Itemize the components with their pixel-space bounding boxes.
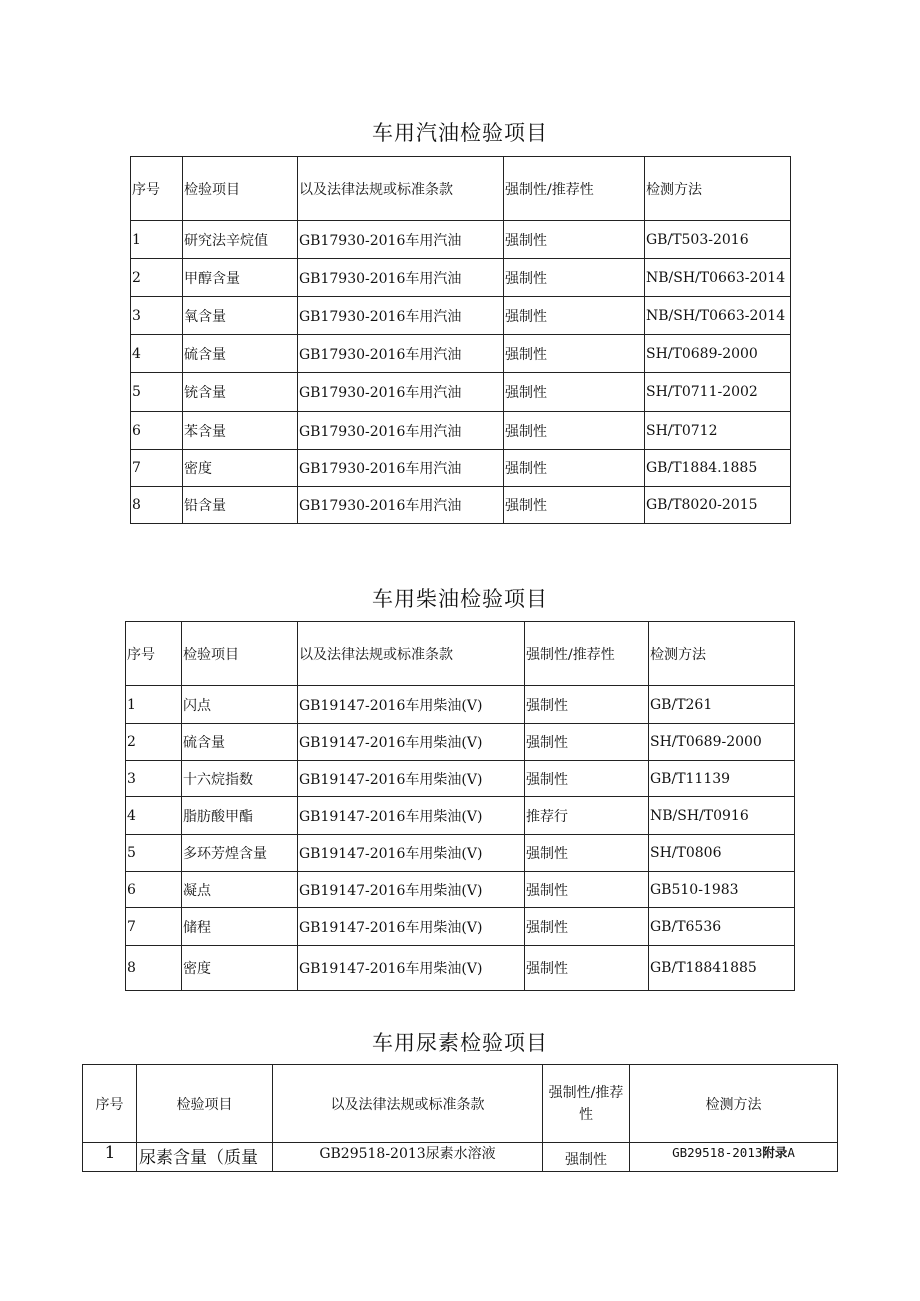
urea-row xyxy=(83,1143,838,1172)
row-number: 8 xyxy=(131,487,183,524)
header-cell-line: 性 xyxy=(579,1106,593,1123)
standard: GB19147-2016车用柴油(V) xyxy=(298,946,525,991)
row-number: 6 xyxy=(131,412,183,450)
row-number: 3 xyxy=(126,761,182,797)
item-name: 硫含量 xyxy=(182,724,298,761)
table-row xyxy=(126,835,795,872)
item-name: 密度 xyxy=(183,450,298,487)
item-name: 尿素含量（质量 xyxy=(137,1143,273,1172)
method: SH/T0689-2000 xyxy=(649,724,795,761)
table-row xyxy=(126,761,795,797)
row-number: 5 xyxy=(126,835,182,872)
standard: GB19147-2016车用柴油(V) xyxy=(298,686,525,724)
row-number: 4 xyxy=(126,797,182,835)
header-cell: 序号 xyxy=(83,1065,137,1143)
header-cell: 以及法律法规或标准条款 xyxy=(273,1065,543,1143)
header-cell xyxy=(543,1065,630,1143)
header-cell: 以及法律法规或标准条款 xyxy=(298,622,525,686)
item-name: 铳含量 xyxy=(183,373,298,412)
method xyxy=(630,1143,838,1172)
mandatory: 强制性 xyxy=(525,872,649,908)
table-row xyxy=(126,908,795,946)
method: GB/T18841885 xyxy=(649,946,795,991)
item-name: 铅含量 xyxy=(183,487,298,524)
item-name: 脂肪酸甲酯 xyxy=(182,797,298,835)
standard: GB17930-2016车用汽油 xyxy=(298,221,504,259)
row-number: 7 xyxy=(131,450,183,487)
table-row xyxy=(126,797,795,835)
standard: GB19147-2016车用柴油(V) xyxy=(298,797,525,835)
diesel-title: 车用柴油检验项目 xyxy=(372,587,548,611)
standard: GB29518-2013尿素水溶液 xyxy=(273,1143,543,1172)
header-cell: 序号 xyxy=(126,622,182,686)
row-number: 2 xyxy=(131,259,183,297)
table-row xyxy=(131,335,791,373)
header-cell: 检验项目 xyxy=(182,622,298,686)
header-cell: 强制性/推荐性 xyxy=(525,622,649,686)
header-cell: 序号 xyxy=(131,157,183,221)
diesel-table xyxy=(125,621,795,991)
standard: GB19147-2016车用柴油(V) xyxy=(298,761,525,797)
table-row xyxy=(131,373,791,412)
table-row xyxy=(131,259,791,297)
row-number: 1 xyxy=(126,686,182,724)
item-name: 氧含量 xyxy=(183,297,298,335)
mandatory: 强制性 xyxy=(504,259,645,297)
item-name: 闪点 xyxy=(182,686,298,724)
diesel-header-row xyxy=(126,622,795,686)
urea-table xyxy=(82,1064,838,1172)
row-number: 8 xyxy=(126,946,182,991)
item-name: 研究法辛烷值 xyxy=(183,221,298,259)
row-number: 1 xyxy=(83,1143,137,1172)
header-cell: 检验项目 xyxy=(137,1065,273,1143)
mandatory: 强制性 xyxy=(504,335,645,373)
method: GB/T6536 xyxy=(649,908,795,946)
item-name: 苯含量 xyxy=(183,412,298,450)
item-name: 储程 xyxy=(182,908,298,946)
method: GB510-1983 xyxy=(649,872,795,908)
table-row xyxy=(126,724,795,761)
item-name: 十六烷指数 xyxy=(182,761,298,797)
header-cell: 强制性/推荐性 xyxy=(504,157,645,221)
gasoline-header-row xyxy=(131,157,791,221)
table-row xyxy=(126,946,795,991)
row-number: 3 xyxy=(131,297,183,335)
standard: GB17930-2016车用汽油 xyxy=(298,412,504,450)
mandatory: 强制性 xyxy=(504,412,645,450)
mandatory: 强制性 xyxy=(504,221,645,259)
mandatory: 推荐行 xyxy=(525,797,649,835)
method-suffix: A xyxy=(787,1145,795,1160)
header-cell: 检测方法 xyxy=(649,622,795,686)
mandatory: 强制性 xyxy=(504,297,645,335)
standard: GB17930-2016车用汽油 xyxy=(298,297,504,335)
method: GB/T1884.1885 xyxy=(645,450,791,487)
method: GB/T8020-2015 xyxy=(645,487,791,524)
method: GB/T503-2016 xyxy=(645,221,791,259)
row-number: 1 xyxy=(131,221,183,259)
mandatory: 强制性 xyxy=(504,450,645,487)
method: NB/SH/T0663-2014 xyxy=(645,259,791,297)
standard: GB19147-2016车用柴油(V) xyxy=(298,872,525,908)
row-number: 2 xyxy=(126,724,182,761)
mandatory: 强制性 xyxy=(543,1143,630,1172)
method-appendix: 附录 xyxy=(762,1145,788,1160)
urea-title: 车用尿素检验项目 xyxy=(372,1031,548,1055)
mandatory: 强制性 xyxy=(504,487,645,524)
diesel-tbody xyxy=(126,622,795,991)
standard: GB19147-2016车用柴油(V) xyxy=(298,908,525,946)
item-name: 多环芳煌含量 xyxy=(182,835,298,872)
item-name: 凝点 xyxy=(182,872,298,908)
method: SH/T0711-2002 xyxy=(645,373,791,412)
table-row xyxy=(131,221,791,259)
table-row xyxy=(126,872,795,908)
method-code: GB29518-2013 xyxy=(672,1145,763,1160)
method: NB/SH/T0663-2014 xyxy=(645,297,791,335)
table-row xyxy=(131,487,791,524)
standard: GB19147-2016车用柴油(V) xyxy=(298,835,525,872)
header-cell-line: 强制性/推荐 xyxy=(548,1084,624,1101)
mandatory: 强制性 xyxy=(525,946,649,991)
header-cell: 以及法律法规或标准条款 xyxy=(298,157,504,221)
method: GB/T11139 xyxy=(649,761,795,797)
standard: GB17930-2016车用汽油 xyxy=(298,487,504,524)
header-cell: 检测方法 xyxy=(645,157,791,221)
standard: GB17930-2016车用汽油 xyxy=(298,373,504,412)
table-row xyxy=(131,297,791,335)
item-name: 硫含量 xyxy=(183,335,298,373)
header-cell: 检测方法 xyxy=(630,1065,838,1143)
row-number: 4 xyxy=(131,335,183,373)
row-number: 5 xyxy=(131,373,183,412)
method: SH/T0689-2000 xyxy=(645,335,791,373)
method: SH/T0806 xyxy=(649,835,795,872)
mandatory: 强制性 xyxy=(525,686,649,724)
item-name: 甲醇含量 xyxy=(183,259,298,297)
table-row xyxy=(131,450,791,487)
standard: GB17930-2016车用汽油 xyxy=(298,335,504,373)
standard: GB17930-2016车用汽油 xyxy=(298,259,504,297)
row-number: 7 xyxy=(126,908,182,946)
mandatory: 强制性 xyxy=(525,835,649,872)
row-number: 6 xyxy=(126,872,182,908)
gasoline-tbody xyxy=(131,157,791,524)
table-row xyxy=(126,686,795,724)
table-row xyxy=(131,412,791,450)
standard: GB17930-2016车用汽油 xyxy=(298,450,504,487)
standard: GB19147-2016车用柴油(V) xyxy=(298,724,525,761)
method: GB/T261 xyxy=(649,686,795,724)
mandatory: 强制性 xyxy=(525,724,649,761)
method: SH/T0712 xyxy=(645,412,791,450)
mandatory: 强制性 xyxy=(525,908,649,946)
gasoline-title: 车用汽油检验项目 xyxy=(372,121,548,145)
gasoline-table xyxy=(130,156,791,524)
method: NB/SH/T0916 xyxy=(649,797,795,835)
header-cell: 检验项目 xyxy=(183,157,298,221)
urea-header-row xyxy=(83,1065,838,1143)
mandatory: 强制性 xyxy=(525,761,649,797)
mandatory: 强制性 xyxy=(504,373,645,412)
item-name: 密度 xyxy=(182,946,298,991)
